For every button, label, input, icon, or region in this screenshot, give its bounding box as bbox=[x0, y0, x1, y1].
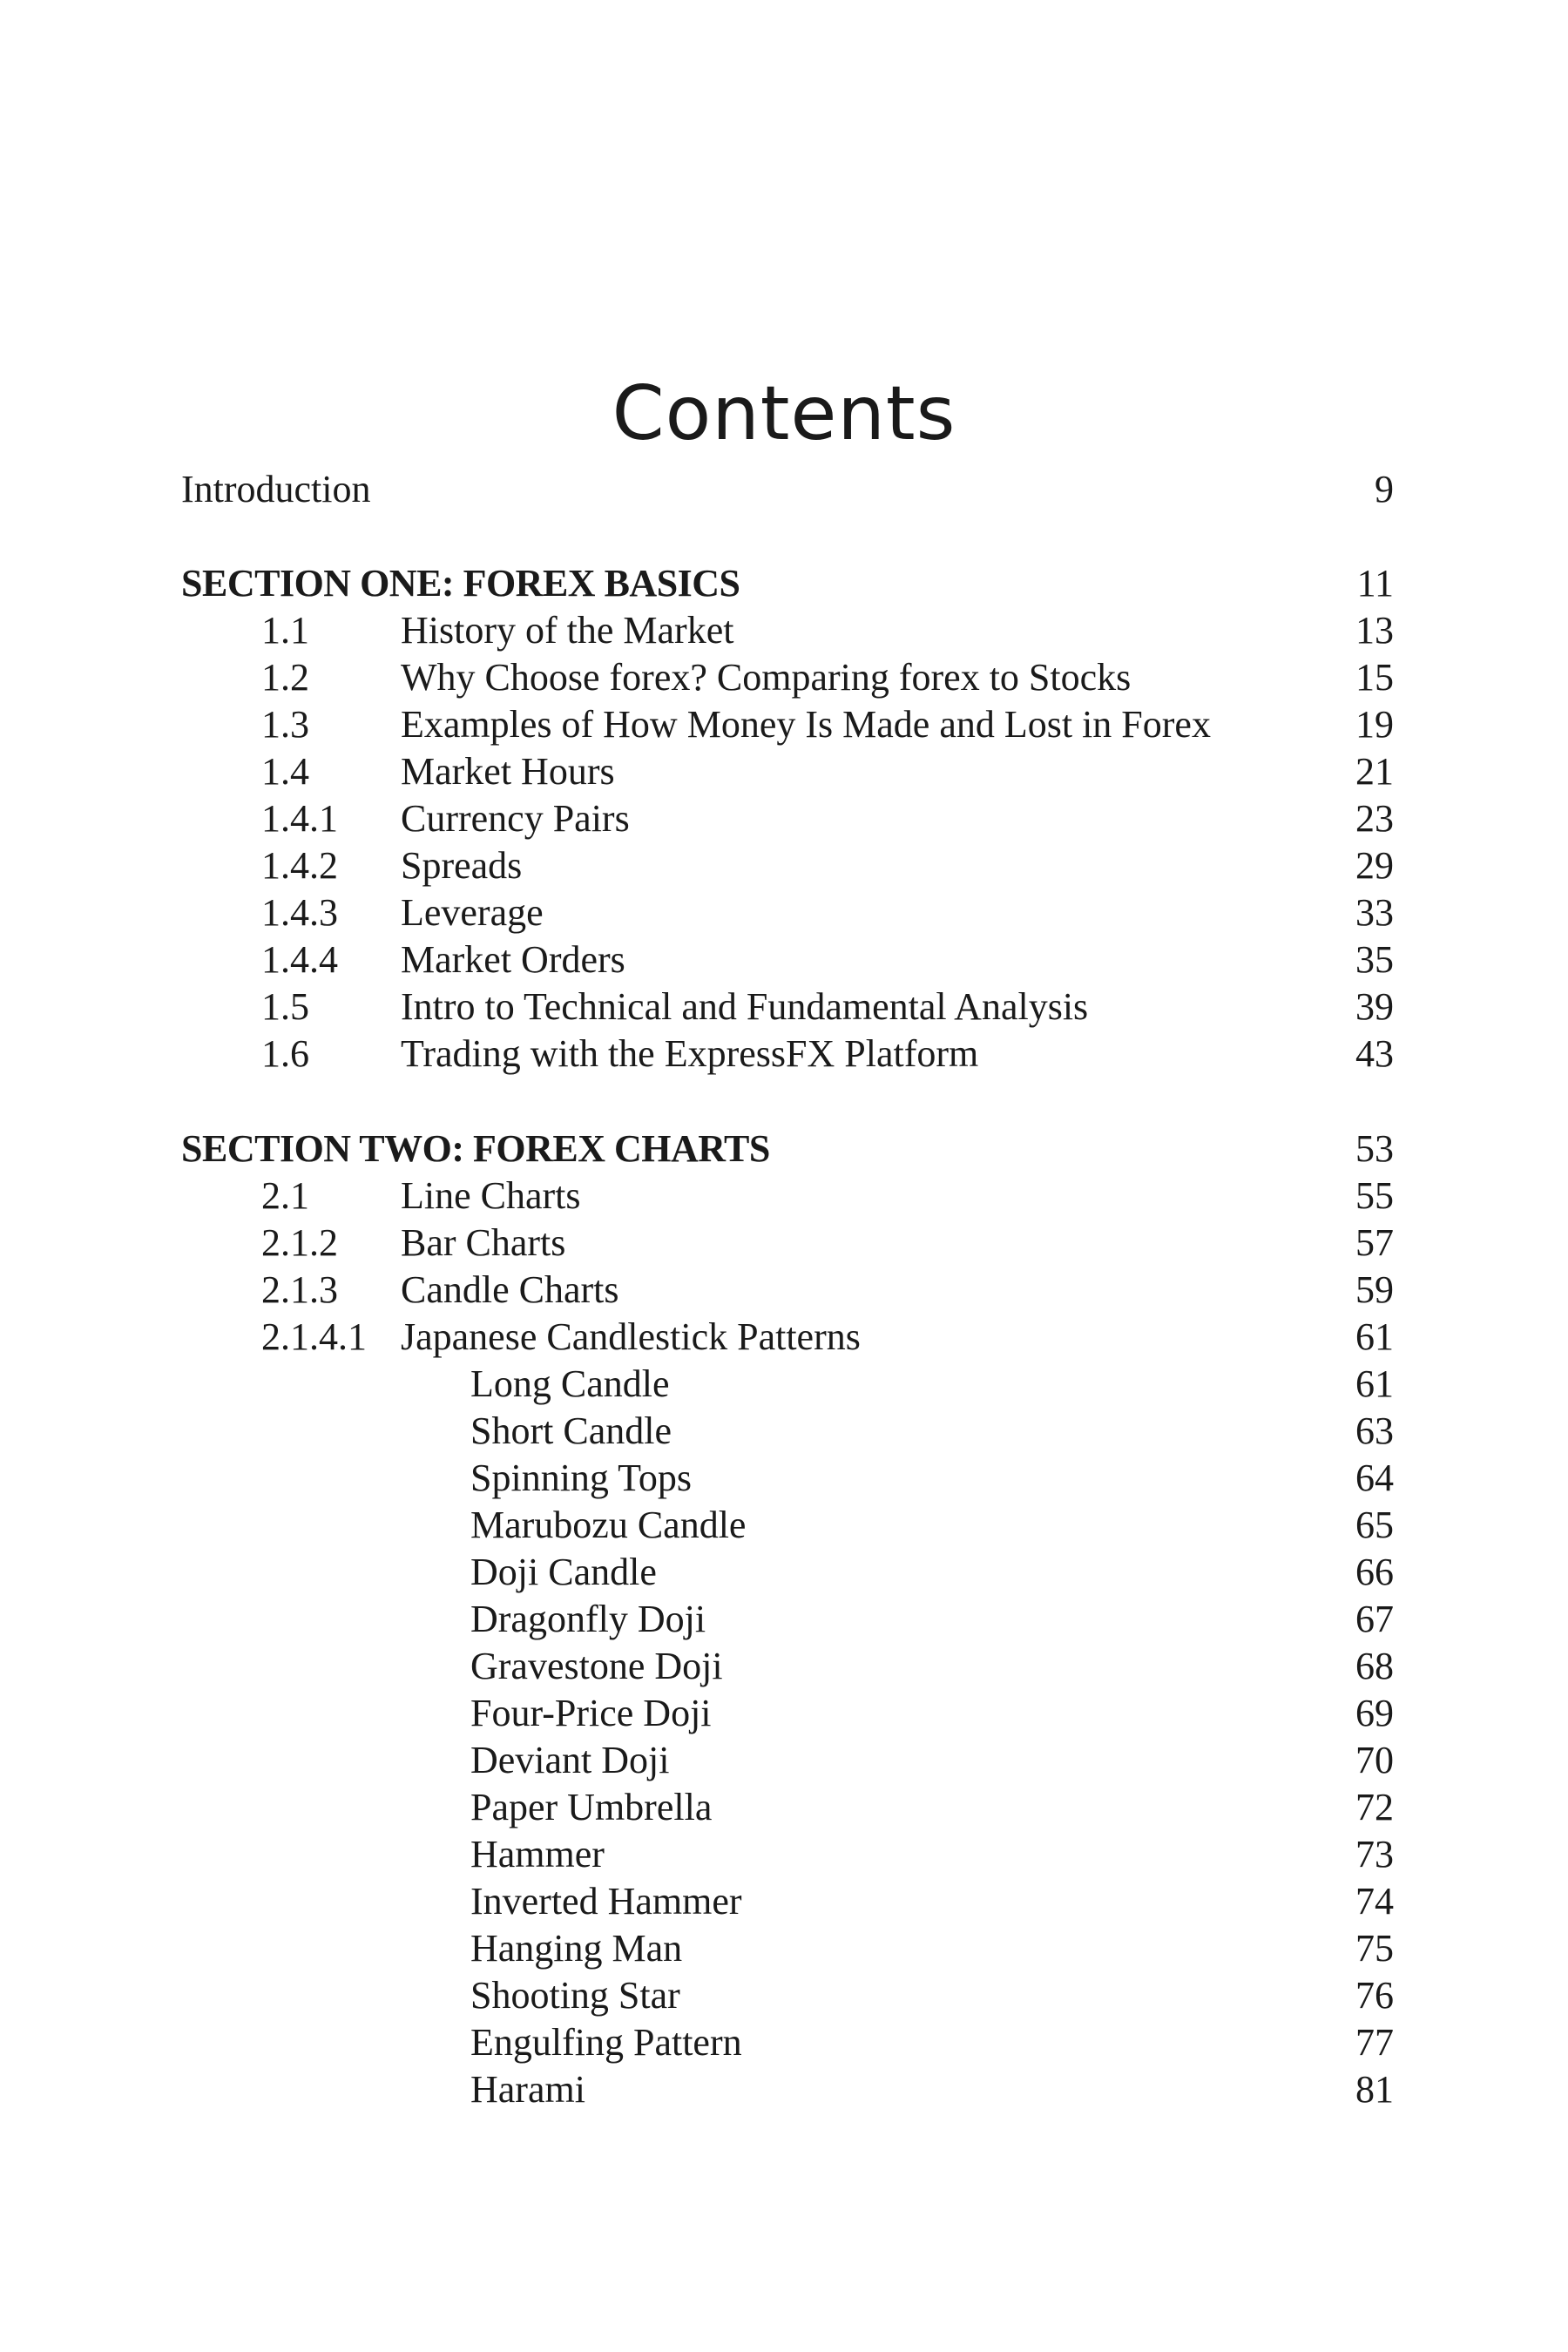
toc-entry bbox=[0, 936, 1568, 983]
section-heading-label: SECTION ONE: FOREX BASICS bbox=[181, 562, 740, 605]
toc-page-number: 65 bbox=[1355, 1504, 1394, 1546]
toc-entry bbox=[0, 1314, 1568, 1361]
toc-entry-title: Spinning Tops bbox=[470, 1456, 693, 1499]
toc-entry bbox=[0, 1361, 1568, 1408]
toc-entry-title: Engulfing Pattern bbox=[470, 2021, 742, 2064]
toc-entry-number: 1.6 bbox=[261, 1032, 309, 1075]
toc-entry-title: Market Hours bbox=[401, 750, 615, 793]
toc-entry bbox=[0, 1878, 1568, 1925]
toc-entry-number: 1.4.3 bbox=[261, 891, 338, 934]
section-one-heading bbox=[0, 560, 1568, 607]
toc-entry bbox=[0, 701, 1568, 748]
toc-entry-title: Line Charts bbox=[401, 1174, 581, 1217]
toc-entry-title: Deviant Doji bbox=[470, 1739, 670, 1781]
toc-entry-title: Leverage bbox=[401, 891, 544, 934]
toc-page-number: 61 bbox=[1355, 1362, 1394, 1405]
toc-page-number: 74 bbox=[1355, 1880, 1394, 1923]
toc-entry-title: Long Candle bbox=[470, 1362, 670, 1405]
toc-entry-title: Spreads bbox=[401, 844, 523, 887]
toc-entry bbox=[0, 1408, 1568, 1455]
toc-entry-number: 1.2 bbox=[261, 656, 309, 699]
toc-page-number: 55 bbox=[1355, 1174, 1394, 1217]
toc-entry-title: Paper Umbrella bbox=[470, 1786, 713, 1828]
toc-entry-title: Japanese Candlestick Patterns bbox=[401, 1315, 861, 1358]
toc-page-number: 68 bbox=[1355, 1645, 1394, 1687]
toc-entry-title: Currency Pairs bbox=[401, 797, 630, 840]
toc-entry-number: 1.4.4 bbox=[261, 938, 338, 981]
toc-entry-title: Inverted Hammer bbox=[470, 1880, 742, 1923]
toc-entry bbox=[0, 1925, 1568, 1972]
toc-entry-number: 2.1.4.1 bbox=[261, 1315, 367, 1358]
toc-entry-title: Bar Charts bbox=[401, 1221, 566, 1264]
toc-entry bbox=[0, 607, 1568, 654]
toc-entry-title: Doji Candle bbox=[470, 1551, 657, 1593]
toc-entry-title: Hammer bbox=[470, 1833, 605, 1876]
toc-entry-number: 1.3 bbox=[261, 703, 309, 746]
toc-page-number: 11 bbox=[1356, 562, 1394, 605]
toc-page-number: 75 bbox=[1355, 1927, 1394, 1970]
section-two-heading bbox=[0, 1125, 1568, 1173]
page-title: Contents bbox=[612, 370, 956, 457]
toc-page-number: 23 bbox=[1355, 797, 1394, 840]
toc-entry bbox=[0, 1031, 1568, 1078]
toc-entry bbox=[0, 748, 1568, 795]
toc-entry-title: Candle Charts bbox=[401, 1268, 619, 1311]
toc-page-number: 53 bbox=[1355, 1127, 1394, 1170]
toc-entry bbox=[0, 1643, 1568, 1690]
toc-entry bbox=[0, 842, 1568, 889]
toc-page-number: 29 bbox=[1355, 844, 1394, 887]
toc-page-number: 61 bbox=[1355, 1315, 1394, 1358]
toc-entry bbox=[0, 654, 1568, 701]
toc-entry-number: 2.1.2 bbox=[261, 1221, 338, 1264]
toc-page-number: 73 bbox=[1355, 1833, 1394, 1876]
toc-entry bbox=[0, 1173, 1568, 1220]
toc-entry bbox=[0, 1737, 1568, 1784]
toc-page-number: 76 bbox=[1355, 1974, 1394, 2017]
toc-page-number: 66 bbox=[1355, 1551, 1394, 1593]
toc-page-number: 63 bbox=[1355, 1409, 1394, 1452]
toc-entry bbox=[0, 1267, 1568, 1314]
toc-page-number: 39 bbox=[1355, 985, 1394, 1028]
toc-entry-title: Intro to Technical and Fundamental Analysis bbox=[401, 985, 1089, 1028]
toc-page-number: 13 bbox=[1355, 609, 1394, 652]
toc-page-number: 77 bbox=[1355, 2021, 1394, 2064]
toc-entry-title: Examples of How Money Is Made and Lost in Forex bbox=[401, 703, 1211, 746]
toc-entry bbox=[0, 889, 1568, 936]
toc-entry-title: Market Orders bbox=[401, 938, 625, 981]
toc-entry-title: Harami bbox=[470, 2068, 585, 2111]
toc-page-number: 19 bbox=[1355, 703, 1394, 746]
toc-page-number: 35 bbox=[1355, 938, 1394, 981]
toc-entry-title: Dragonfly Doji bbox=[470, 1598, 706, 1640]
toc-page-number: 64 bbox=[1355, 1456, 1394, 1499]
section-heading-label: SECTION TWO: FOREX CHARTS bbox=[181, 1127, 770, 1170]
toc-entry-number: 1.4.1 bbox=[261, 797, 338, 840]
toc-page-number: 70 bbox=[1355, 1739, 1394, 1781]
toc-page-number: 33 bbox=[1355, 891, 1394, 934]
toc-entry-number: 1.4.2 bbox=[261, 844, 338, 887]
toc-entry-number: 2.1 bbox=[261, 1174, 309, 1217]
toc-entry-number: 1.5 bbox=[261, 985, 309, 1028]
toc-entry bbox=[0, 1455, 1568, 1502]
toc-entry-title: Shooting Star bbox=[470, 1974, 680, 2017]
toc-entry-title: Short Candle bbox=[470, 1409, 672, 1452]
toc-page-number: 43 bbox=[1355, 1032, 1394, 1075]
toc-entry-introduction bbox=[0, 466, 1568, 513]
toc-entry bbox=[0, 1549, 1568, 1596]
toc-entry-number: 1.1 bbox=[261, 609, 309, 652]
toc-entry bbox=[0, 1690, 1568, 1737]
toc-entry-title: Why Choose forex? Comparing forex to Stocks bbox=[401, 656, 1132, 699]
toc-entry-label: Introduction bbox=[181, 468, 371, 510]
toc-entry bbox=[0, 1784, 1568, 1831]
toc-page-number: 69 bbox=[1355, 1692, 1394, 1734]
toc-entry bbox=[0, 1972, 1568, 2019]
toc-entry bbox=[0, 2019, 1568, 2066]
toc-entry-title: Four-Price Doji bbox=[470, 1692, 712, 1734]
toc-entry bbox=[0, 795, 1568, 842]
toc-page-number: 72 bbox=[1355, 1786, 1394, 1828]
toc-entry-title: Trading with the ExpressFX Platform bbox=[401, 1032, 979, 1075]
toc-page-number: 59 bbox=[1355, 1268, 1394, 1311]
toc-page-number: 81 bbox=[1355, 2068, 1394, 2111]
toc-entry-title: History of the Market bbox=[401, 609, 734, 652]
toc-entry-number: 1.4 bbox=[261, 750, 309, 793]
toc-page-number: 21 bbox=[1355, 750, 1394, 793]
toc-entry-title: Hanging Man bbox=[470, 1927, 683, 1970]
toc-entry-title: Gravestone Doji bbox=[470, 1645, 723, 1687]
toc-entry-number: 2.1.3 bbox=[261, 1268, 338, 1311]
toc-entry bbox=[0, 983, 1568, 1031]
toc-page-number: 15 bbox=[1355, 656, 1394, 699]
toc-entry bbox=[0, 2066, 1568, 2113]
toc-page-number: 57 bbox=[1355, 1221, 1394, 1264]
toc-page-number: 67 bbox=[1355, 1598, 1394, 1640]
toc-entry bbox=[0, 1831, 1568, 1878]
toc-entry bbox=[0, 1596, 1568, 1643]
toc-entry bbox=[0, 1220, 1568, 1267]
toc-entry bbox=[0, 1502, 1568, 1549]
toc-page-number: 9 bbox=[1375, 468, 1394, 510]
toc-entry-title: Marubozu Candle bbox=[470, 1504, 747, 1546]
